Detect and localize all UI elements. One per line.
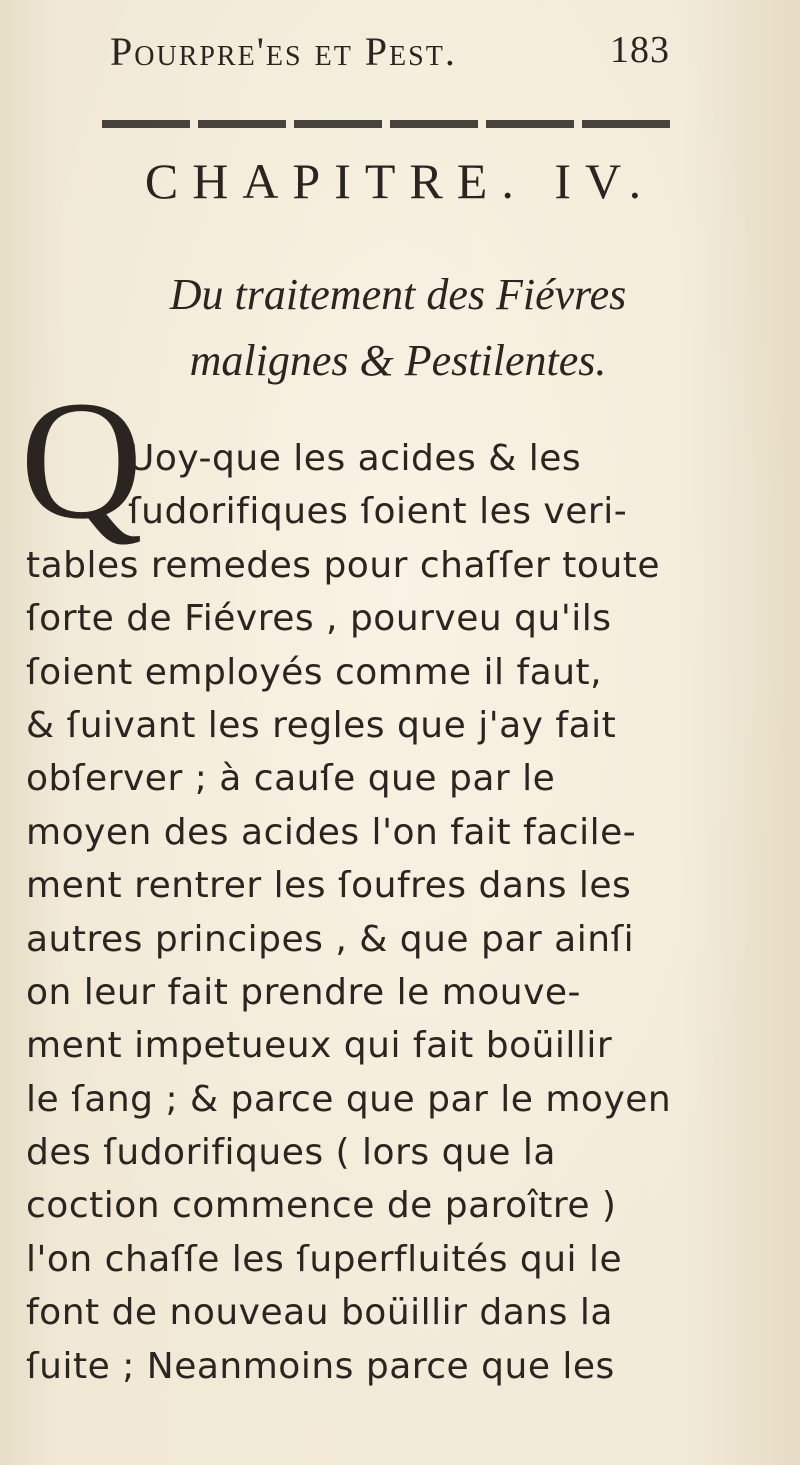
chapter-heading: CHAPITRE. IV.	[144, 153, 656, 209]
chapter-subtitle: Du traitement des Fiévres malignes & Pestilentes.	[169, 270, 627, 385]
text-line: ſuite ; Neanmoins parce que les	[26, 1345, 615, 1387]
text-line: moyen des acides l'on fait facile-	[26, 811, 637, 853]
text-line: autres principes , & que par ainſi	[26, 918, 635, 960]
text-line: ſoient employés comme il faut,	[26, 651, 603, 693]
text-line: ſorte de Fiévres , pourveu qu'ils	[26, 598, 612, 640]
text-line: ſudorifiques ſoient les veri-	[128, 491, 628, 533]
decorative-rule	[102, 120, 674, 128]
text-line: ment rentrer les ſoufres dans les	[26, 865, 632, 907]
body-text	[26, 432, 686, 1393]
text-line: on leur fait prendre le mouve-	[26, 971, 582, 1013]
text-line: obſerver ; à cauſe que par le	[26, 758, 556, 800]
running-head	[110, 28, 670, 88]
running-title: Pourpre'es et Pest.	[110, 29, 457, 74]
text-line: des ſudorifiques ( lors que la	[26, 1132, 556, 1174]
text-line: Uoy-que les acides & les	[128, 438, 582, 479]
page-number: 183	[610, 29, 670, 71]
text-line: l'on chaſſe les ſuperfluités qui le	[26, 1238, 623, 1280]
text-line: & ſuivant les regles que j'ay fait	[26, 704, 617, 746]
text-line: coction commence de paroître )	[26, 1185, 617, 1227]
drop-cap: Q	[20, 366, 143, 554]
text-line: ment impetueux qui fait boüillir	[26, 1025, 613, 1067]
text-line: tables remedes pour chaſſer toute	[26, 544, 661, 586]
text-line: font de nouveau boüillir dans la	[26, 1292, 613, 1334]
text-line: le ſang ; & parce que par le moyen	[26, 1078, 672, 1120]
